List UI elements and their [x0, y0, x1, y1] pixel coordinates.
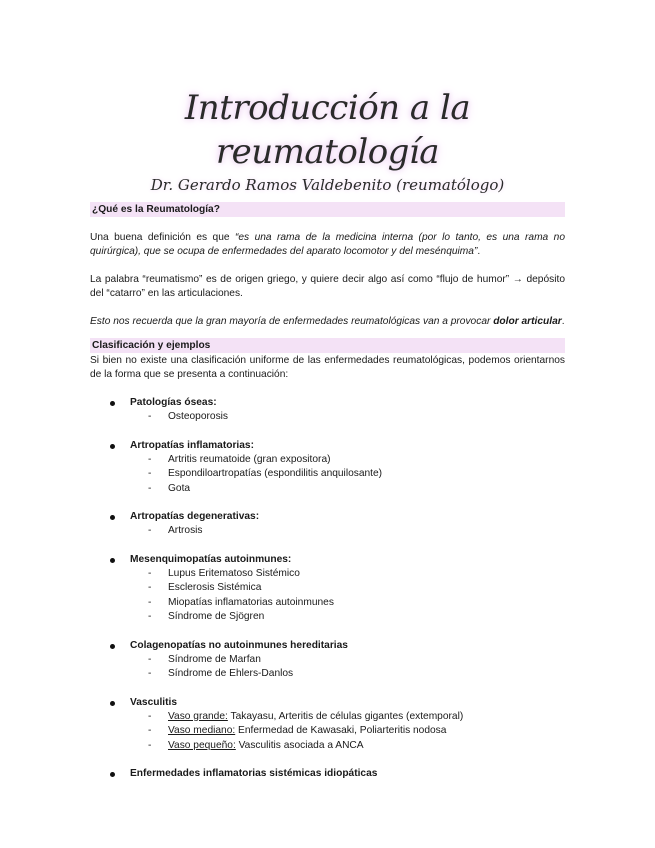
etymology-paragraph: La palabra “reumatismo” es de origen griego, y quiere decir algo así como “flujo de humor” → depósito del “catarro” en las articulaciones.: [90, 274, 565, 299]
joint-pain-bold: dolor articular: [493, 316, 562, 327]
list-item: - Síndrome de Ehlers-Danlos: [148, 668, 294, 679]
document-title: Introducción a la reumatología: [184, 88, 471, 172]
list-item: - Gota: [148, 482, 191, 494]
list-item: - Lupus Eritematoso Sistémico: [148, 567, 300, 579]
classification-list: [90, 396, 565, 781]
group-title: Vasculitis: [90, 696, 565, 710]
section-heading-clasificacion: Clasificación y ejemplos: [90, 338, 565, 353]
group-title: Patologías óseas:: [90, 396, 565, 410]
joint-pain-end: .: [561, 316, 565, 327]
joint-pain-lead: Esto nos recuerda que la gran mayoría de enfermedades reumatológicas van a provocar: [90, 316, 494, 327]
group-title: Mesenquimopatías autoinmunes:: [90, 553, 565, 567]
definition-lead: Una buena definición es que: [90, 232, 235, 243]
classification-intro: Si bien no existe una clasificación uniforme de las enfermedades reumatológicas, podemos orientarnos de la forma que se presenta a continuación:: [90, 355, 565, 380]
group-title: Artropatías inflamatorias:: [90, 439, 565, 453]
group-title: Colagenopatías no autoinmunes hereditarias: [90, 639, 565, 653]
list-item: - Vaso mediano: Enfermedad de Kawasaki, Poliarteritis nodosa: [148, 725, 447, 736]
list-item: - Espondiloartropatías (espondilitis anquilosante): [148, 468, 383, 479]
list-item: - Síndrome de Marfan: [148, 653, 261, 665]
list-item: - Esclerosis Sistémica: [148, 582, 262, 593]
list-item: - Miopatías inflamatorias autoinmunes: [148, 596, 334, 608]
list-item: [90, 510, 565, 539]
group-title: Enfermedades inflamatorias sistémicas idiopáticas: [90, 767, 565, 781]
document-page: [90, 0, 565, 795]
list-item: [90, 396, 565, 425]
group-title: Artropatías degenerativas:: [90, 510, 565, 524]
list-item: [90, 439, 565, 497]
list-item: - Artritis reumatoide (gran expositora): [148, 453, 331, 465]
definition-quote: “es una rama de la medicina interna (por lo tanto, es una rama no quirúrgica), que se ocupa de enfermedades del aparato locomotor y del mesénquima”: [90, 232, 565, 257]
list-item: [90, 639, 565, 682]
document-subtitle: Dr. Gerardo Ramos Valdebenito (reumatólogo): [150, 176, 505, 194]
section-heading-que-es: ¿Qué es la Reumatología?: [90, 202, 565, 217]
list-item: - Artrosis: [148, 525, 203, 536]
list-item: [90, 553, 565, 625]
list-item: [90, 767, 565, 781]
joint-pain-paragraph: [90, 315, 565, 329]
list-item: [90, 696, 565, 754]
list-item: - Vaso pequeño: Vasculitis asociada a ANCA: [148, 739, 364, 751]
list-item: - Síndrome de Sjögren: [148, 611, 265, 622]
definition-paragraph: [90, 231, 565, 259]
list-item: - Vaso grande: Takayasu, Arteritis de células gigantes (extemporal): [148, 710, 464, 722]
list-item: - Osteoporosis: [148, 411, 229, 422]
definition-end: .: [477, 246, 481, 257]
